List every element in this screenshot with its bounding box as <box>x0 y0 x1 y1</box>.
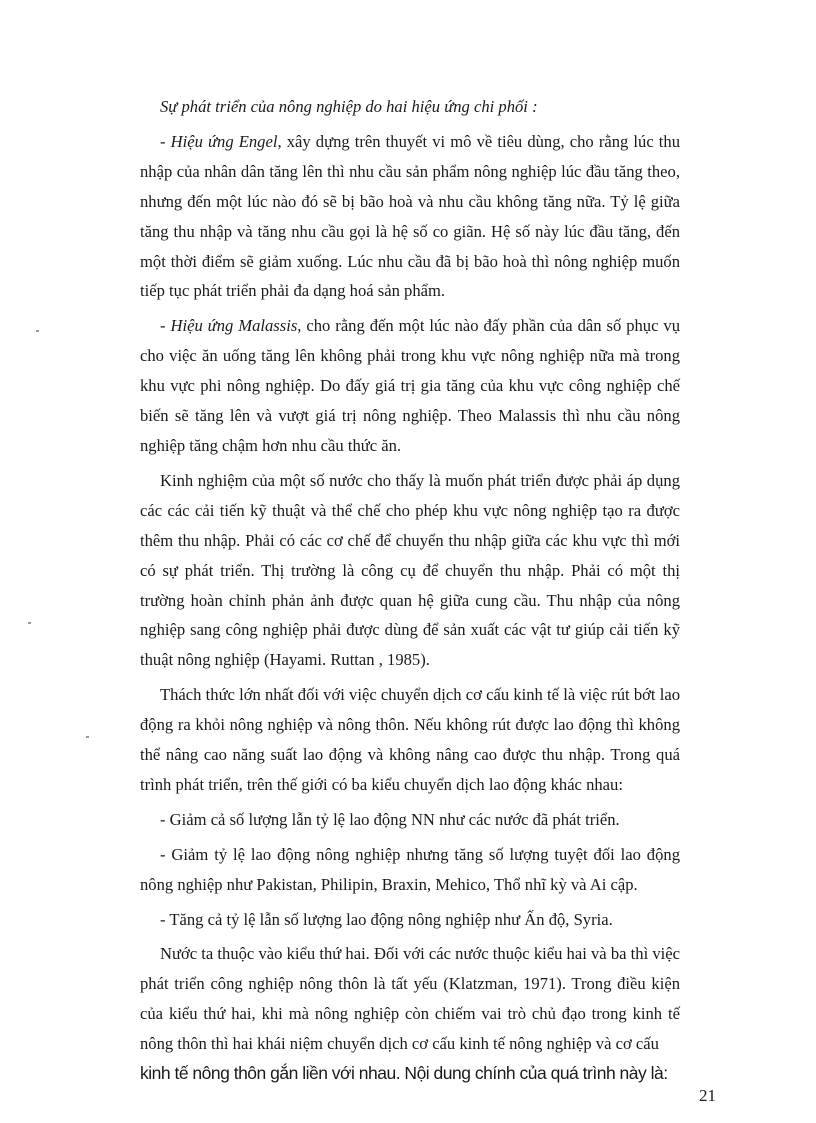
section-heading: Sự phát triển của nông nghiệp do hai hiệu ứng chi phối : <box>160 97 538 116</box>
scan-speck <box>86 736 89 738</box>
scan-speck <box>36 330 39 332</box>
paragraph-malassis: - Hiệu ứng Malassis, cho rằng đến một lúc nào đấy phần của dân số phục vụ cho việc ăn uống tăng lên không phải trong khu vực nông nghiệp nữa mà trong khu vực phi nông nghiệp. Do đấy giá trị gia tăng của khu vực công nghiệp chế biến sẽ tăng lên và vượt giá trị nông nghiệp. Theo Malassis thì nhu cầu nông nghiệp tăng chậm hơn nhu cầu thức ăn. <box>140 316 680 455</box>
list-item: - Giảm tỷ lệ lao động nông nghiệp nhưng tăng số lượng tuyệt đối lao động nông nghiệp như Pakistan, Philipin, Braxin, Mehico, Thổ nhĩ kỳ và Ai cập. <box>140 844 680 894</box>
term-engel: Hiệu ứng Engel <box>170 131 278 151</box>
page-number: 21 <box>699 1086 716 1105</box>
list-item: - Tăng cả tỷ lệ lẫn số lượng lao động nông nghiệp như Ấn độ, Syria. <box>160 909 613 929</box>
paragraph-experience: Kinh nghiệm của một số nước cho thấy là muốn phát triển được phải áp dụng các các cải tiến kỹ thuật và thể chế cho phép khu vực nông nghiệp tạo ra được thêm thu nhập. Phải có các cơ chế để chuyển thu nhập giữa các khu vực thì mới có sự phát triển. Thị trường là công cụ để chuyển thu nhập. Phải có một thị trường hoàn chỉnh phản ảnh được quan hệ giữa cung cầu. Thu nhập của nông nghiệp sang công nghiệp phải được dùng để sản xuất các vật tư giúp cải tiến kỹ thuật nông nghiệp (Hayami. Ruttan , 1985). <box>140 470 680 670</box>
body-text <box>140 92 680 1094</box>
paragraph-engel: - Hiệu ứng Engel, xây dựng trên thuyết vi mô về tiêu dùng, cho rằng lúc thu nhập của nhân dân tăng lên thì nhu cầu sản phẩm nông nghiệp lúc đầu tăng theo, nhưng đến một lúc nào đó sẽ bị bão hoà và nhu cầu không tăng nữa. Tỷ lệ giữa tăng thu nhập và tăng nhu cầu gọi là hệ số co giãn. Hệ số này lúc đầu tăng, đến một thời điểm sẽ giảm xuống. Lúc nhu cầu đã bị bão hoà thì nông nghiệp muốn tiếp tục phát triển phải đa dạng hoá sản phẩm. <box>140 131 681 301</box>
paragraph-country-last: kinh tế nông thôn gắn liền với nhau. Nội dung chính của quá trình này là: <box>140 1063 668 1084</box>
term-malassis: Hiệu ứng Malassis <box>170 316 298 336</box>
paragraph-challenge: Thách thức lớn nhất đối với việc chuyển dịch cơ cấu kinh tế là việc rút bớt lao động ra khỏi nông nghiệp và nông thôn. Nếu không rút được lao động thì không thể nâng cao năng suất lao động và không nâng cao được thu nhập. Trong quá trình phát triển, trên thế giới có ba kiểu chuyển dịch lao động khác nhau: <box>140 685 680 794</box>
list-item: - Giảm cả số lượng lẫn tỷ lệ lao động NN như các nước đã phát triển. <box>160 809 620 829</box>
paragraph-country: Nước ta thuộc vào kiểu thứ hai. Đối với các nước thuộc kiểu hai và ba thì việc phát triển công nghiệp nông thôn là tất yếu (Klatzman, 1971). Trong điều kiện của kiểu thứ hai, khi mà nông nghiệp còn chiếm vai trò chủ đạo trong kinh tế nông thôn thì hai khái niệm chuyển dịch cơ cấu kinh tế nông nghiệp và cơ cấu <box>140 944 680 1054</box>
scan-speck <box>28 622 31 624</box>
